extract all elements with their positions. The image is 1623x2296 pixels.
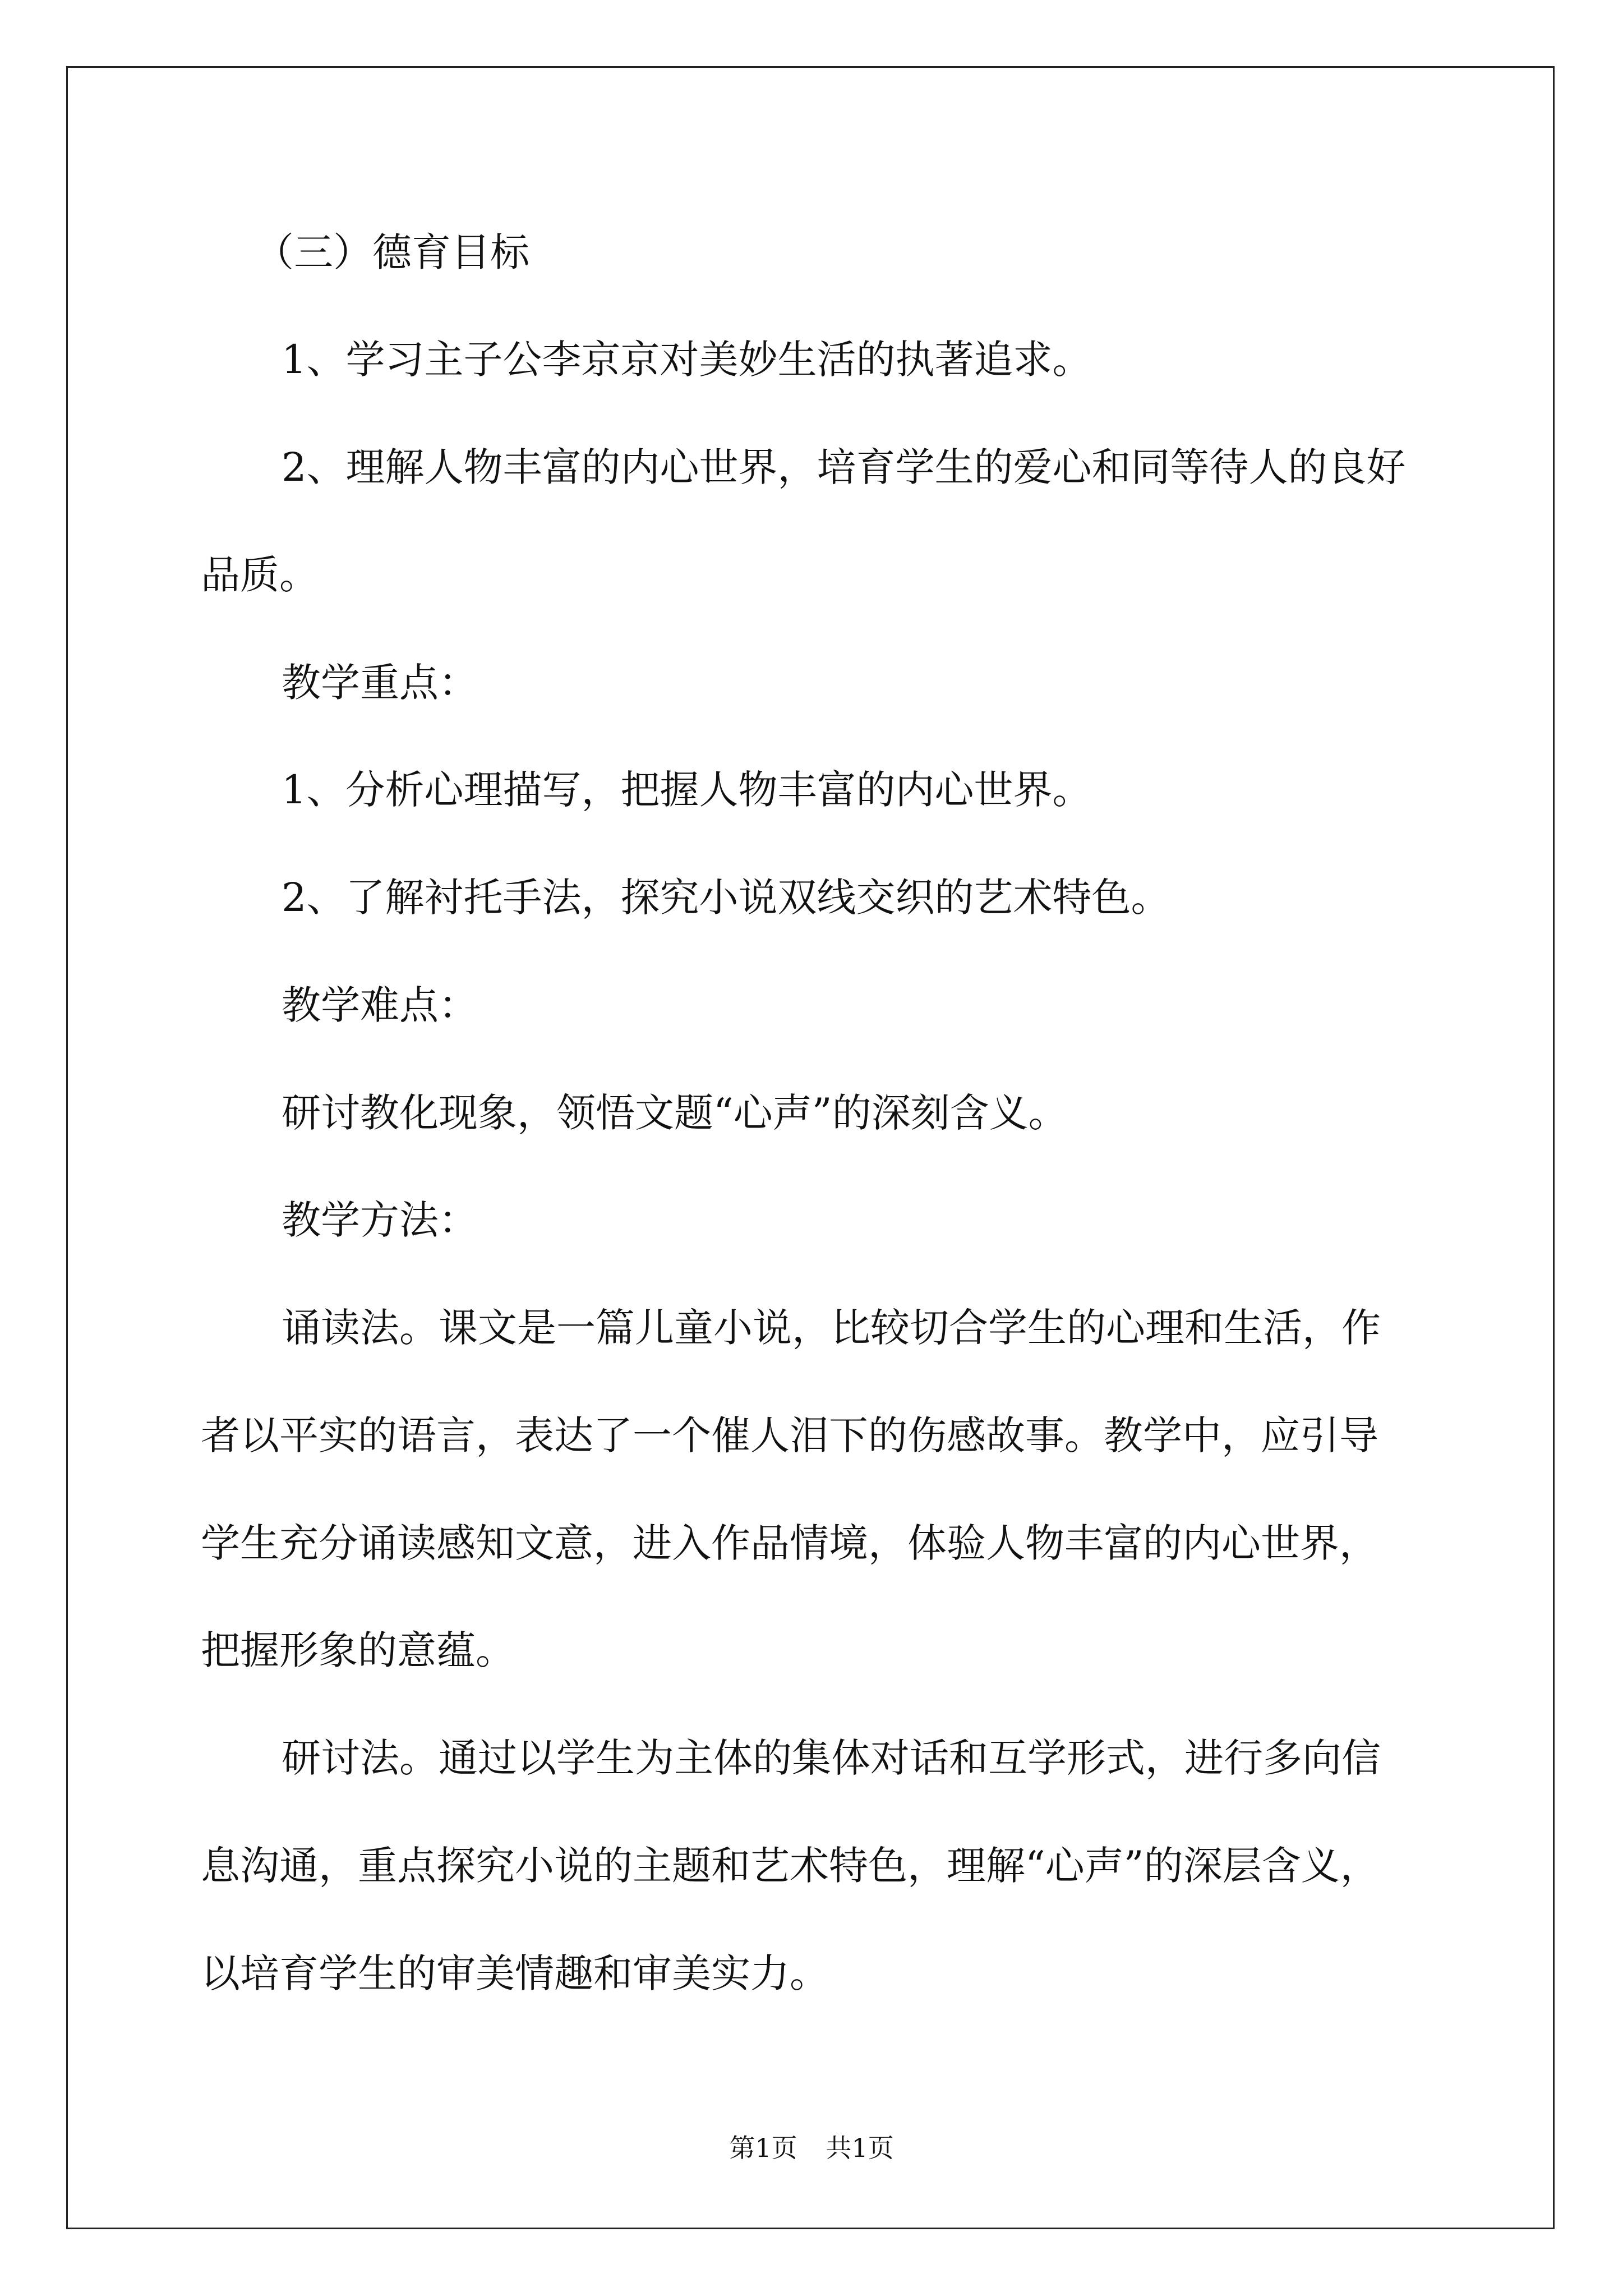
- paragraph-line: 1、分析心理描写，把握人物丰富的内心世界。: [282, 767, 1092, 813]
- paragraph-line: 以培育学生的审美情趣和审美实力。: [201, 1950, 829, 1996]
- heading-teaching-focus: 教学重点：: [282, 660, 478, 706]
- page-footer: [0, 2135, 1623, 2161]
- section-heading-moral-goals: （三）德育目标: [255, 229, 529, 275]
- page-border: [66, 66, 1555, 2229]
- paragraph-line: 者以平实的语言，表达了一个催人泪下的伤感故事。教学中，应引导: [201, 1412, 1378, 1458]
- paragraph-line: 研讨教化现象，领悟文题“心声”的深刻含义。: [282, 1090, 1068, 1136]
- heading-teaching-method: 教学方法：: [282, 1197, 478, 1243]
- paragraph-line: 把握形象的意蕴。: [201, 1627, 515, 1673]
- paragraph-line: 1、学习主子公李京京对美妙生活的执著追求。: [282, 337, 1092, 383]
- page-total: 共1页: [826, 2133, 894, 2163]
- paragraph-line: 2、理解人物丰富的内心世界，培育学生的爱心和同等待人的良好: [282, 444, 1406, 490]
- paragraph-line: 品质。: [201, 552, 319, 598]
- heading-teaching-difficulty: 教学难点：: [282, 982, 478, 1028]
- paragraph-line: 诵读法。课文是一篇儿童小说，比较切合学生的心理和生活，作: [282, 1305, 1381, 1351]
- page-number: 第1页: [729, 2133, 797, 2163]
- paragraph-line: 2、了解衬托手法，探究小说双线交织的艺术特色。: [282, 875, 1170, 921]
- paragraph-line: 学生充分诵读感知文意，进入作品情境，体验人物丰富的内心世界，: [201, 1520, 1378, 1566]
- paragraph-line: 息沟通，重点探究小说的主题和艺术特色，理解“心声”的深层含义，: [201, 1843, 1380, 1889]
- paragraph-line: 研讨法。通过以学生为主体的集体对话和互学形式，进行多向信: [282, 1735, 1381, 1781]
